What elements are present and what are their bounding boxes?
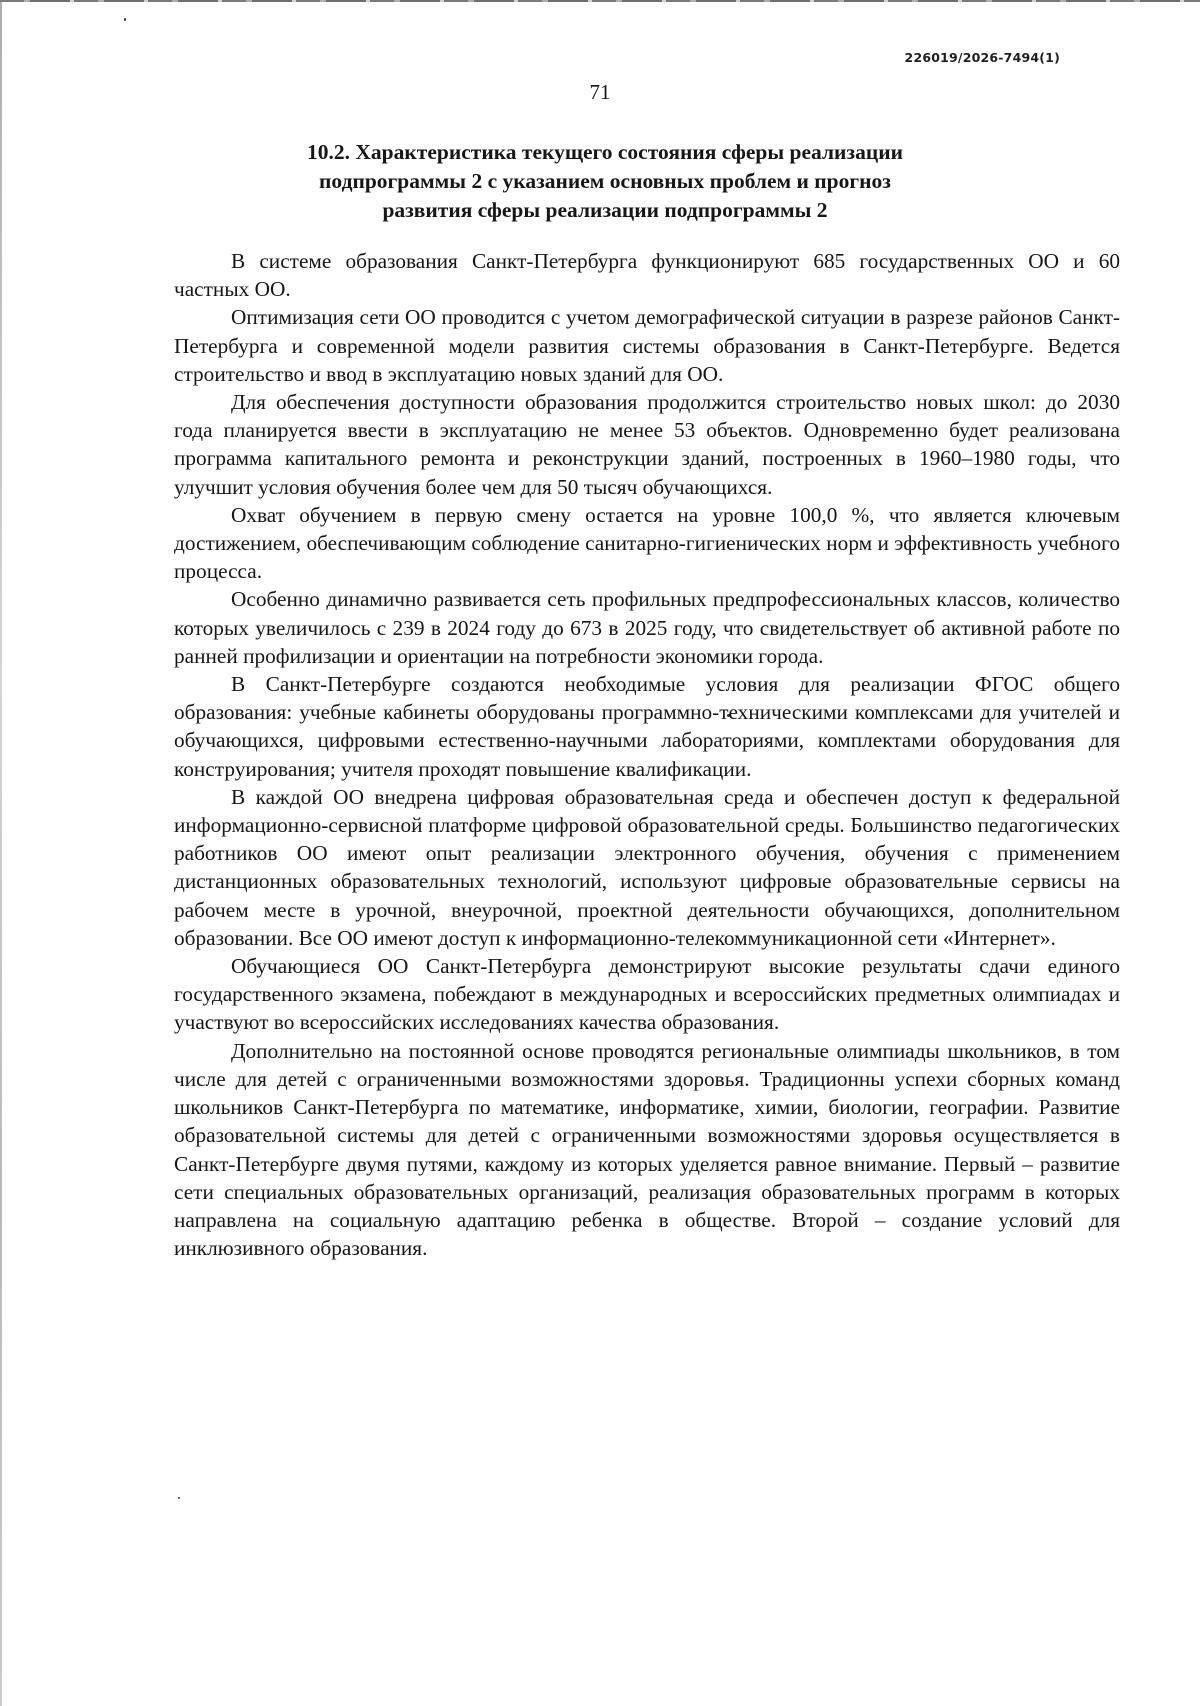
paragraph: Обучающиеся ОО Санкт-Петербурга демонстрируют высокие результаты сдачи единого государственного экзамена, побеждают в международных и всероссийских предметных олимпиадах и участвуют во всероссийских исследованиях качества образования. — [174, 954, 1120, 1035]
heading-line: развития сферы реализации подпрограммы 2 — [382, 198, 828, 222]
paragraph: В каждой ОО внедрена цифровая образовательная среда и обеспечен доступ к федеральной информационно-сервисной платформе цифровой образовательной среды. Большинство педагогических работников ОО имеют опыт реализации электронного обучения, обучения с применением дистанционных образовательных технологий, используют цифровые образовательные сервисы на рабочем месте в урочной, внеурочной, проектной деятельности обучающихся, дополнительном образовании. Все ОО имеют доступ к информационно-телекоммуникационной сети «Интернет». — [174, 784, 1120, 950]
scan-speck — [124, 18, 126, 21]
section-heading — [220, 138, 990, 225]
page-number: 71 — [589, 80, 611, 104]
paragraph: В Санкт-Петербурге создаются необходимые условия для реализации ФГОС общего образования: учебные кабинеты оборудованы программно-техническими комплексами для учителей и обучающихся, цифровыми естественно-научными лабораториями, комплектами оборудования для конструирования; учителя проходят повышение квалификации. — [174, 672, 1120, 781]
paragraph: Дополнительно на постоянной основе проводятся региональные олимпиады школьников, в том числе для детей с ограниченными возможностями здоровья. Традиционны успехи сборных команд школьников Санкт-Петербурга по математике, информатике, химии, биологии, географии. Развитие образовательной системы для детей с ограниченными возможностями здоровья осуществляется в Санкт-Петербурге двумя путями, каждому из которых уделяется равное внимание. Первый – развитие сети специальных образовательных организаций, реализация образовательных программ в которых направлена на социальную адаптацию ребенка в обществе. Второй – создание условий для инклюзивного образования. — [174, 1038, 1120, 1261]
paragraph: В системе образования Санкт-Петербурга функционируют 685 государственных ОО и 60 частных ОО. — [174, 249, 1120, 302]
paragraph: Для обеспечения доступности образования продолжится строительство новых школ: до 2030 года планируется ввести в эксплуатацию не менее 53 объектов. Одновременно будет реализована программа капитального ремонта и реконструкции зданий, построенных в 1960–1980 годы, что улучшит условия обучения более чем для 50 тысяч обучающихся. — [174, 390, 1120, 499]
heading-line: 10.2. Характеристика текущего состояния сферы реализации — [307, 140, 903, 164]
registry-number: 226019/2026-7494(1) — [904, 50, 1060, 65]
scan-edge-top — [0, 0, 1200, 2]
scan-speck — [178, 1497, 180, 1499]
paragraph: Особенно динамично развивается сеть профильных предпрофессиональных классов, количество которых увеличилось с 239 в 2024 году до 673 в 2025 году, что свидетельствует об активной работе по ранней профилизации и ориентации на потребности экономики города. — [174, 587, 1120, 668]
paragraph: Оптимизация сети ОО проводится с учетом демографической ситуации в разрезе районов Санкт-Петербурга и современной модели развития системы образования в Санкт-Петербурге. Ведется строительство и ввод в эксплуатацию новых зданий для ОО. — [174, 305, 1120, 386]
document-body — [174, 247, 1120, 1262]
paragraph: Охват обучением в первую смену остается на уровне 100,0 %, что является ключевым достижением, обеспечивающим соблюдение санитарно-гигиенических норм и эффективность учебного процесса. — [174, 502, 1120, 584]
heading-line: подпрограммы 2 с указанием основных проблем и прогноз — [319, 169, 891, 193]
scan-edge-left — [0, 0, 2, 1706]
